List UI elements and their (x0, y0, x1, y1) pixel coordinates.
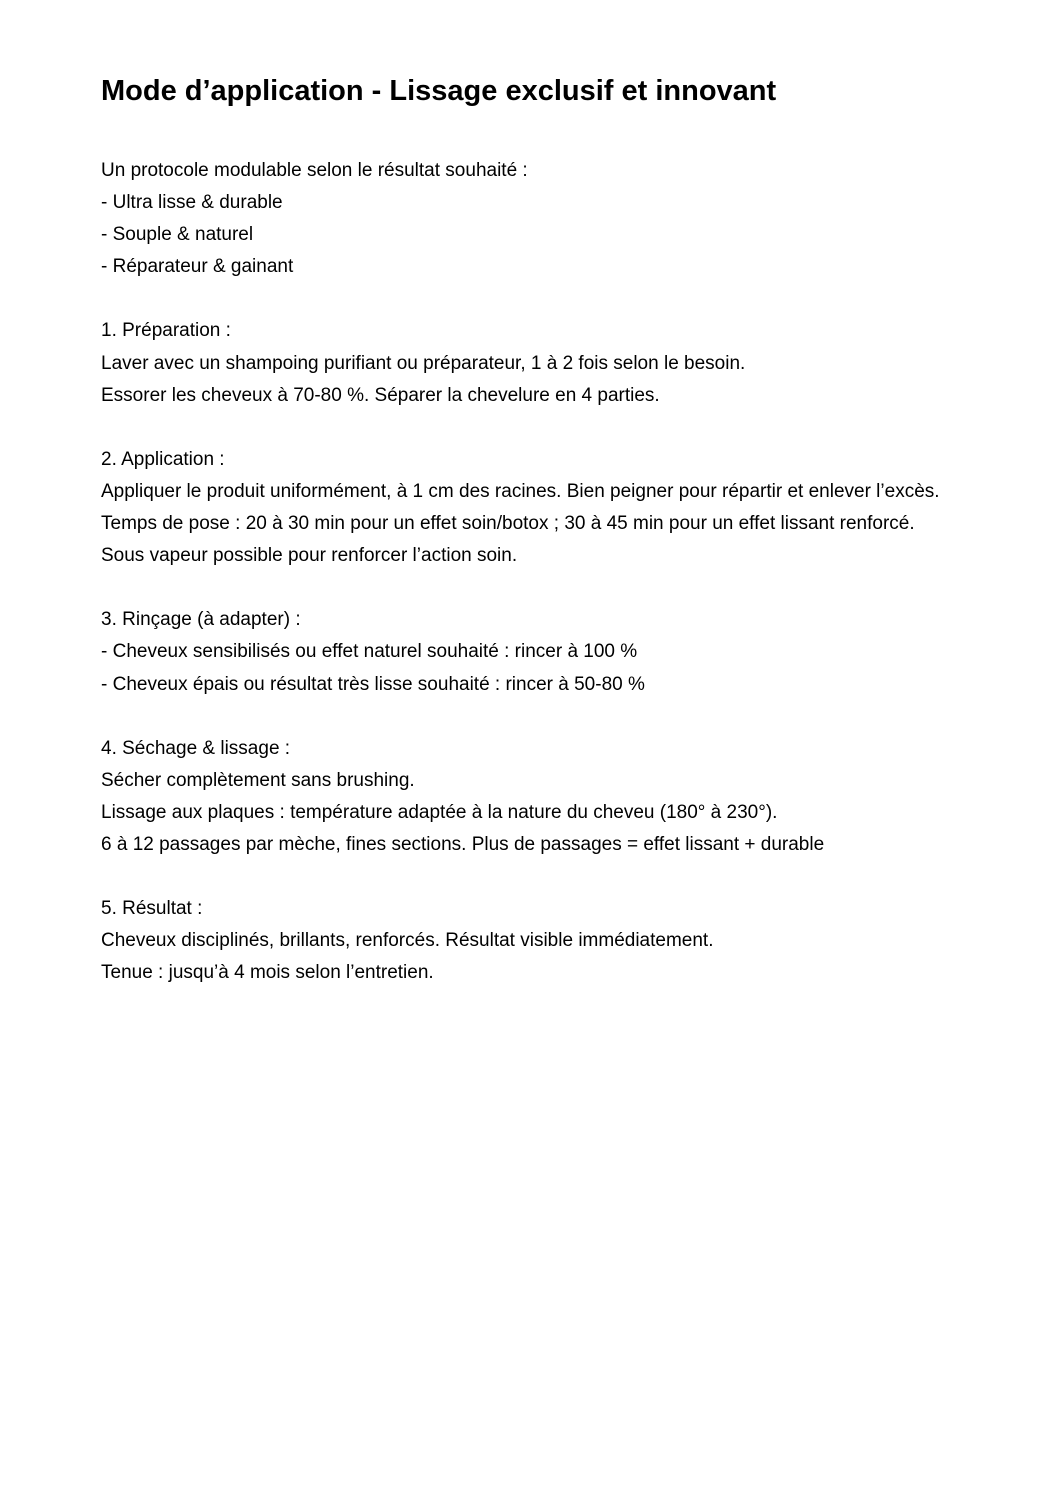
section-line: Lissage aux plaques : température adaptée à la nature du cheveu (180° à 230°). (101, 801, 778, 823)
paragraph-spacer (101, 861, 940, 893)
paragraph-spacer (101, 283, 940, 315)
intro-lead: Un protocole modulable selon le résultat souhaité : (101, 160, 528, 181)
section-line: Essorer les cheveux à 70-80 %. Séparer la chevelure en 4 parties. (101, 384, 660, 406)
section-line: Cheveux disciplinés, brillants, renforcés. Résultat visible immédiatement. (101, 930, 714, 952)
section-heading-application: 2. Application : (101, 448, 225, 470)
intro-option: - Réparateur & gainant (101, 256, 294, 278)
paragraph-spacer (101, 701, 940, 733)
document-body (101, 155, 940, 989)
document-title: Mode d’application - Lissage exclusif et innovant (101, 75, 777, 107)
section-line: 6 à 12 passages par mèche, fines sections. Plus de passages = effet lissant + durable (101, 833, 825, 855)
section-line: Sous vapeur possible pour renforcer l’action soin. (101, 545, 518, 567)
section-heading-preparation: 1. Préparation : (101, 320, 231, 342)
section-heading-rincage: 3. Rinçage (à adapter) : (101, 609, 301, 631)
section-line: Tenue : jusqu’à 4 mois selon l’entretien. (101, 962, 434, 984)
section-heading-resultat: 5. Résultat : (101, 898, 203, 920)
section-line: Sécher complètement sans brushing. (101, 769, 415, 791)
section-heading-sechage: 4. Séchage & lissage : (101, 737, 291, 759)
section-line: Appliquer le produit uniformément, à 1 cm des racines. Bien peigner pour répartir et enlever l’excès. (101, 480, 940, 502)
section-line: - Cheveux épais ou résultat très lisse souhaité : rincer à 50-80 % (101, 673, 645, 695)
section-line: Temps de pose : 20 à 30 min pour un effet soin/botox ; 30 à 45 min pour un effet lissant renforcé. (101, 513, 915, 535)
section-line: Laver avec un shampoing purifiant ou préparateur, 1 à 2 fois selon le besoin. (101, 352, 746, 374)
section-line: - Cheveux sensibilisés ou effet naturel souhaité : rincer à 100 % (101, 641, 638, 663)
intro-option: - Souple & naturel (101, 224, 254, 246)
intro-option: - Ultra lisse & durable (101, 192, 283, 214)
paragraph-spacer (101, 412, 940, 444)
paragraph-spacer (101, 572, 940, 604)
